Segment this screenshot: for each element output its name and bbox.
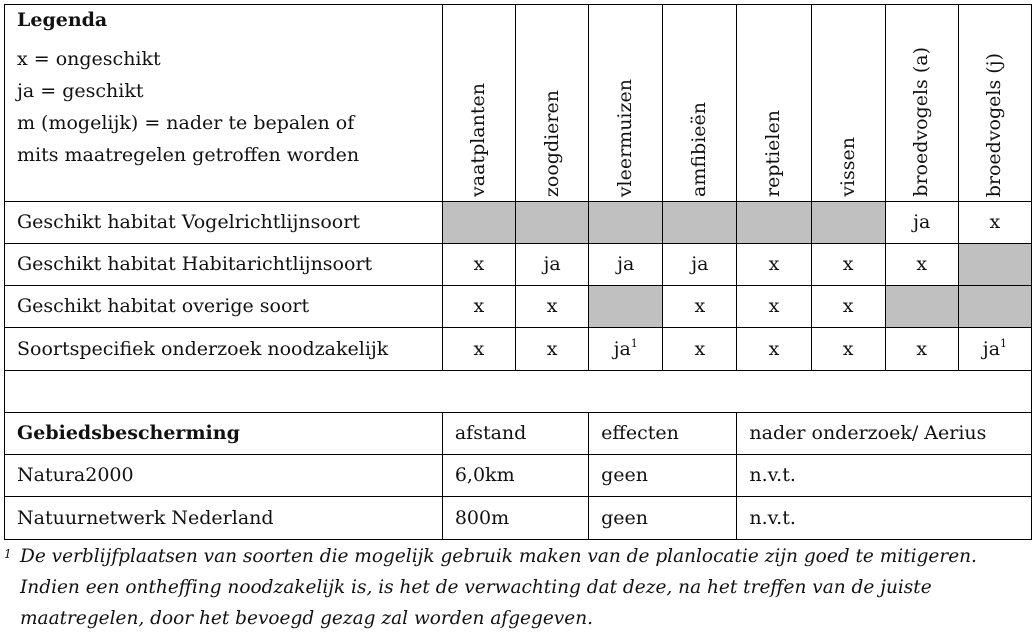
col-afstand: afstand (442, 413, 588, 455)
grey-cell (589, 286, 663, 328)
gebied-effecten: geen (589, 455, 737, 497)
table-cell: ja (663, 244, 737, 286)
table-cell: x (442, 328, 515, 371)
grey-cell (737, 202, 811, 244)
grey-cell (515, 202, 588, 244)
footnote-ref: 1 (1000, 336, 1008, 350)
table-row (5, 328, 1032, 371)
spacer-cell (5, 371, 1032, 413)
table-cell: x (885, 244, 958, 286)
table-cell: ja (885, 202, 958, 244)
gebied-row (5, 455, 1032, 497)
column-header-vaatplanten: vaatplanten (442, 5, 515, 202)
species-table (4, 4, 1032, 540)
footnote-line: Indien een ontheffing noodzakelijk is, is het de verwachting dat deze, na het treffen van de juiste (20, 577, 932, 598)
column-header-zoogdieren: zoogdieren (515, 5, 588, 202)
grey-cell (589, 202, 663, 244)
column-header-broedvogels-j: broedvogels (j) (958, 5, 1031, 202)
legend-line: x = ongeschikt (17, 48, 161, 70)
table-cell: x (442, 244, 515, 286)
legend-line: m (mogelijk) = nader te bepalen of (17, 112, 355, 134)
table-cell: x (663, 286, 737, 328)
table-cell: x (515, 286, 588, 328)
table-cell: x (811, 328, 885, 371)
row-label: Geschikt habitat overige soort (5, 286, 443, 328)
gebied-title: Gebiedsbescherming (5, 413, 443, 455)
row-label: Geschikt habitat Vogelrichtlijnsoort (5, 202, 443, 244)
footnote-line: De verblijfplaatsen van soorten die mogelijk gebruik maken van de planlocatie zijn goed te mitigeren. (20, 546, 977, 567)
row-label: Soortspecifiek onderzoek noodzakelijk (5, 328, 443, 371)
column-header-vleermuizen: vleermuizen (589, 5, 663, 202)
table-cell: x (811, 244, 885, 286)
gebied-label: Natura2000 (5, 455, 443, 497)
gebied-header-row (5, 413, 1032, 455)
table-cell: x (442, 286, 515, 328)
gebied-onderzoek: n.v.t. (737, 455, 1032, 497)
legend-line: ja = geschikt (17, 80, 144, 102)
table-cell: $ja^1$ (958, 328, 1031, 371)
gebied-onderzoek: n.v.t. (737, 497, 1032, 540)
grey-cell (663, 202, 737, 244)
table-cell: x (737, 244, 811, 286)
grey-cell (811, 202, 885, 244)
gebied-afstand: 6,0km (442, 455, 588, 497)
table-row (5, 286, 1032, 328)
column-header-vissen: vissen (811, 5, 885, 202)
gebied-label: Natuurnetwerk Nederland (5, 497, 443, 540)
grey-cell (958, 286, 1031, 328)
legend-line: mits maatregelen getroffen worden (17, 144, 360, 166)
grey-cell (442, 202, 515, 244)
table-cell: $ja^1$ (589, 328, 663, 371)
table-cell: x (958, 202, 1031, 244)
table-cell: x (663, 328, 737, 371)
gebied-row (5, 497, 1032, 540)
col-nader-onderzoek: nader onderzoek/ Aerius (737, 413, 1032, 455)
col-effecten: effecten (589, 413, 737, 455)
table-cell: x (811, 286, 885, 328)
gebied-effecten: geen (589, 497, 737, 540)
table-cell: x (515, 328, 588, 371)
table-row (5, 202, 1032, 244)
grey-cell (885, 286, 958, 328)
legend-cell (5, 5, 443, 202)
table-cell: ja (589, 244, 663, 286)
table-cell: x (737, 286, 811, 328)
table-cell: x (885, 328, 958, 371)
gebied-afstand: 800m (442, 497, 588, 540)
footnote-ref: 1 (630, 336, 638, 350)
footnote (4, 541, 1032, 634)
column-header-reptielen: reptielen (737, 5, 811, 202)
table-row (5, 244, 1032, 286)
footnote-mark: 1 (4, 547, 12, 561)
footnote-line: maatregelen, door het bevoegd gezag zal worden afgegeven. (20, 608, 593, 629)
table-cell: ja (515, 244, 588, 286)
spacer-row (5, 371, 1032, 413)
table-cell: x (737, 328, 811, 371)
header-row (5, 5, 1032, 202)
legend-title: Legenda (17, 9, 108, 31)
column-header-amfibieen: amfibieën (663, 5, 737, 202)
column-header-broedvogels-a: broedvogels (a) (885, 5, 958, 202)
row-label: Geschikt habitat Habitarichtlijnsoort (5, 244, 443, 286)
grey-cell (958, 244, 1031, 286)
